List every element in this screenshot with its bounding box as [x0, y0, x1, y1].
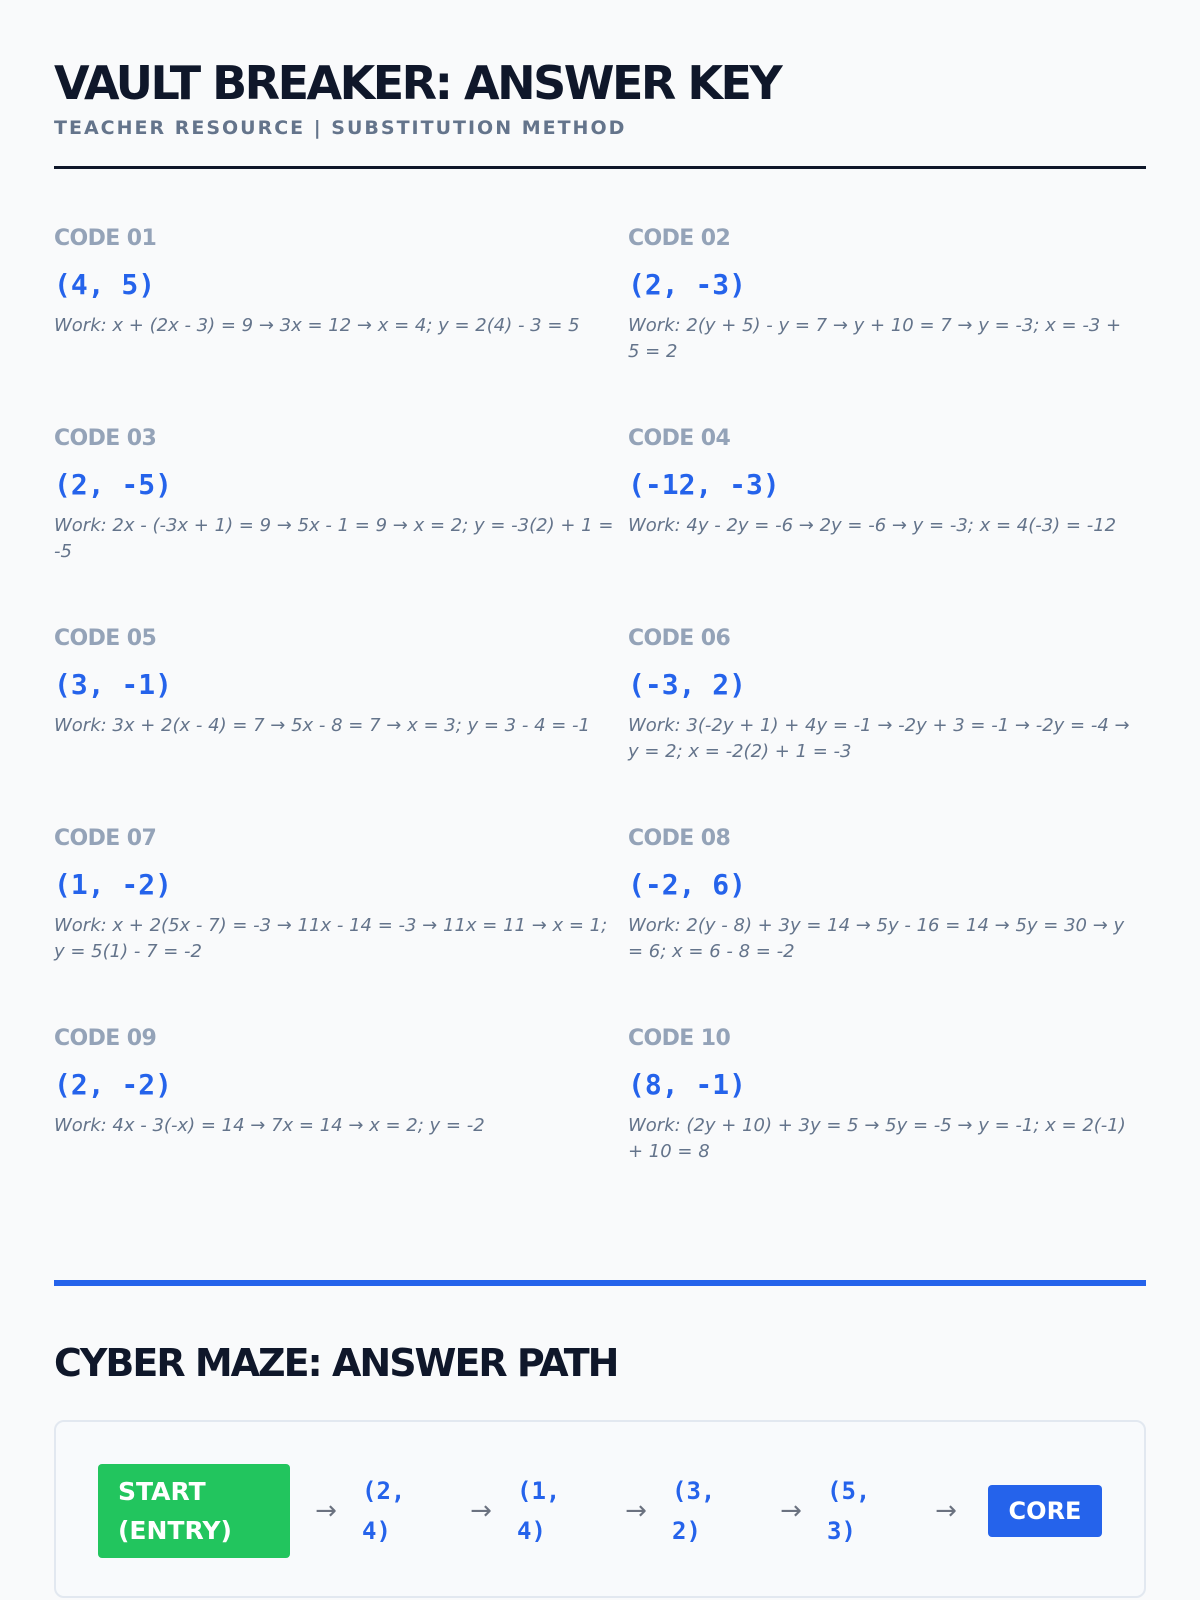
code-card	[54, 1025, 628, 1225]
code-label: CODE 10	[628, 1026, 731, 1051]
header-divider	[54, 166, 1146, 169]
start-node: START (ENTRY)	[98, 1464, 290, 1558]
code-card	[628, 425, 1146, 625]
path-step: (5, 3)	[827, 1477, 871, 1545]
code-answer: (-2, 6)	[628, 868, 747, 901]
code-label: CODE 03	[54, 426, 157, 451]
code-answer: (2, -5)	[54, 468, 173, 501]
code-work: Work: x + (2x - 3) = 9 → 3x = 12 → x = 4; y = 2(4) - 3 = 5	[54, 315, 580, 336]
maze-title: CYBER MAZE: ANSWER PATH	[54, 1341, 618, 1385]
answer-path	[98, 1464, 1102, 1558]
code-label: CODE 05	[54, 626, 157, 651]
code-card	[54, 225, 628, 425]
code-label: CODE 07	[54, 826, 157, 851]
code-answer: (3, -1)	[54, 668, 173, 701]
arrow-right-icon: →	[315, 1496, 337, 1526]
code-answer: (4, 5)	[54, 268, 156, 301]
page-subtitle: TEACHER RESOURCE | SUBSTITUTION METHOD	[54, 117, 627, 139]
code-grid	[54, 225, 1146, 1225]
code-work: Work: 2(y + 5) - y = 7 → y + 10 = 7 → y = -3; x = -3 + 5 = 2	[628, 315, 1122, 362]
code-card	[628, 225, 1146, 425]
code-answer: (2, -2)	[54, 1068, 173, 1101]
code-card	[54, 625, 628, 825]
code-work: Work: 2x - (-3x + 1) = 9 → 5x - 1 = 9 → x = 2; y = -3(2) + 1 = -5	[54, 515, 614, 562]
path-step: (3, 2)	[672, 1477, 716, 1545]
header	[54, 0, 1146, 169]
code-label: CODE 06	[628, 626, 731, 651]
code-answer: (8, -1)	[628, 1068, 747, 1101]
arrow-right-icon: →	[935, 1496, 957, 1526]
path-step: (2, 4)	[362, 1477, 406, 1545]
path-step: (1, 4)	[517, 1477, 561, 1545]
code-card	[628, 1025, 1146, 1225]
maze-panel	[54, 1420, 1146, 1598]
page-title: VAULT BREAKER: ANSWER KEY	[54, 56, 781, 110]
code-answer: (1, -2)	[54, 868, 173, 901]
code-label: CODE 02	[628, 226, 731, 251]
code-work: Work: (2y + 10) + 3y = 5 → 5y = -5 → y = -1; x = 2(-1) + 10 = 8	[628, 1115, 1126, 1162]
code-work: Work: 4x - 3(-x) = 14 → 7x = 14 → x = 2; y = -2	[54, 1115, 485, 1136]
code-answer: (-3, 2)	[628, 668, 747, 701]
code-card	[54, 425, 628, 625]
code-label: CODE 04	[628, 426, 731, 451]
arrow-right-icon: →	[780, 1496, 802, 1526]
code-work: Work: 3(-2y + 1) + 4y = -1 → -2y + 3 = -1 → -2y = -4 → y = 2; x = -2(2) + 1 = -3	[628, 715, 1130, 762]
section-divider	[54, 1280, 1146, 1286]
code-answer: (2, -3)	[628, 268, 747, 301]
code-card	[628, 625, 1146, 825]
code-label: CODE 01	[54, 226, 157, 251]
code-work: Work: 3x + 2(x - 4) = 7 → 5x - 8 = 7 → x = 3; y = 3 - 4 = -1	[54, 715, 591, 736]
code-label: CODE 09	[54, 1026, 157, 1051]
arrow-right-icon: →	[625, 1496, 647, 1526]
code-work: Work: 4y - 2y = -6 → 2y = -6 → y = -3; x = 4(-3) = -12	[628, 515, 1117, 536]
code-work: Work: 2(y - 8) + 3y = 14 → 5y - 16 = 14 → 5y = 30 → y = 6; x = 6 - 8 = -2	[628, 915, 1125, 962]
core-node: CORE	[988, 1485, 1102, 1537]
code-answer: (-12, -3)	[628, 468, 780, 501]
code-work: Work: x + 2(5x - 7) = -3 → 11x - 14 = -3 → 11x = 11 → x = 1; y = 5(1) - 7 = -2	[54, 915, 608, 962]
code-label: CODE 08	[628, 826, 731, 851]
code-card	[54, 825, 628, 1025]
arrow-right-icon: →	[470, 1496, 492, 1526]
code-card	[628, 825, 1146, 1025]
